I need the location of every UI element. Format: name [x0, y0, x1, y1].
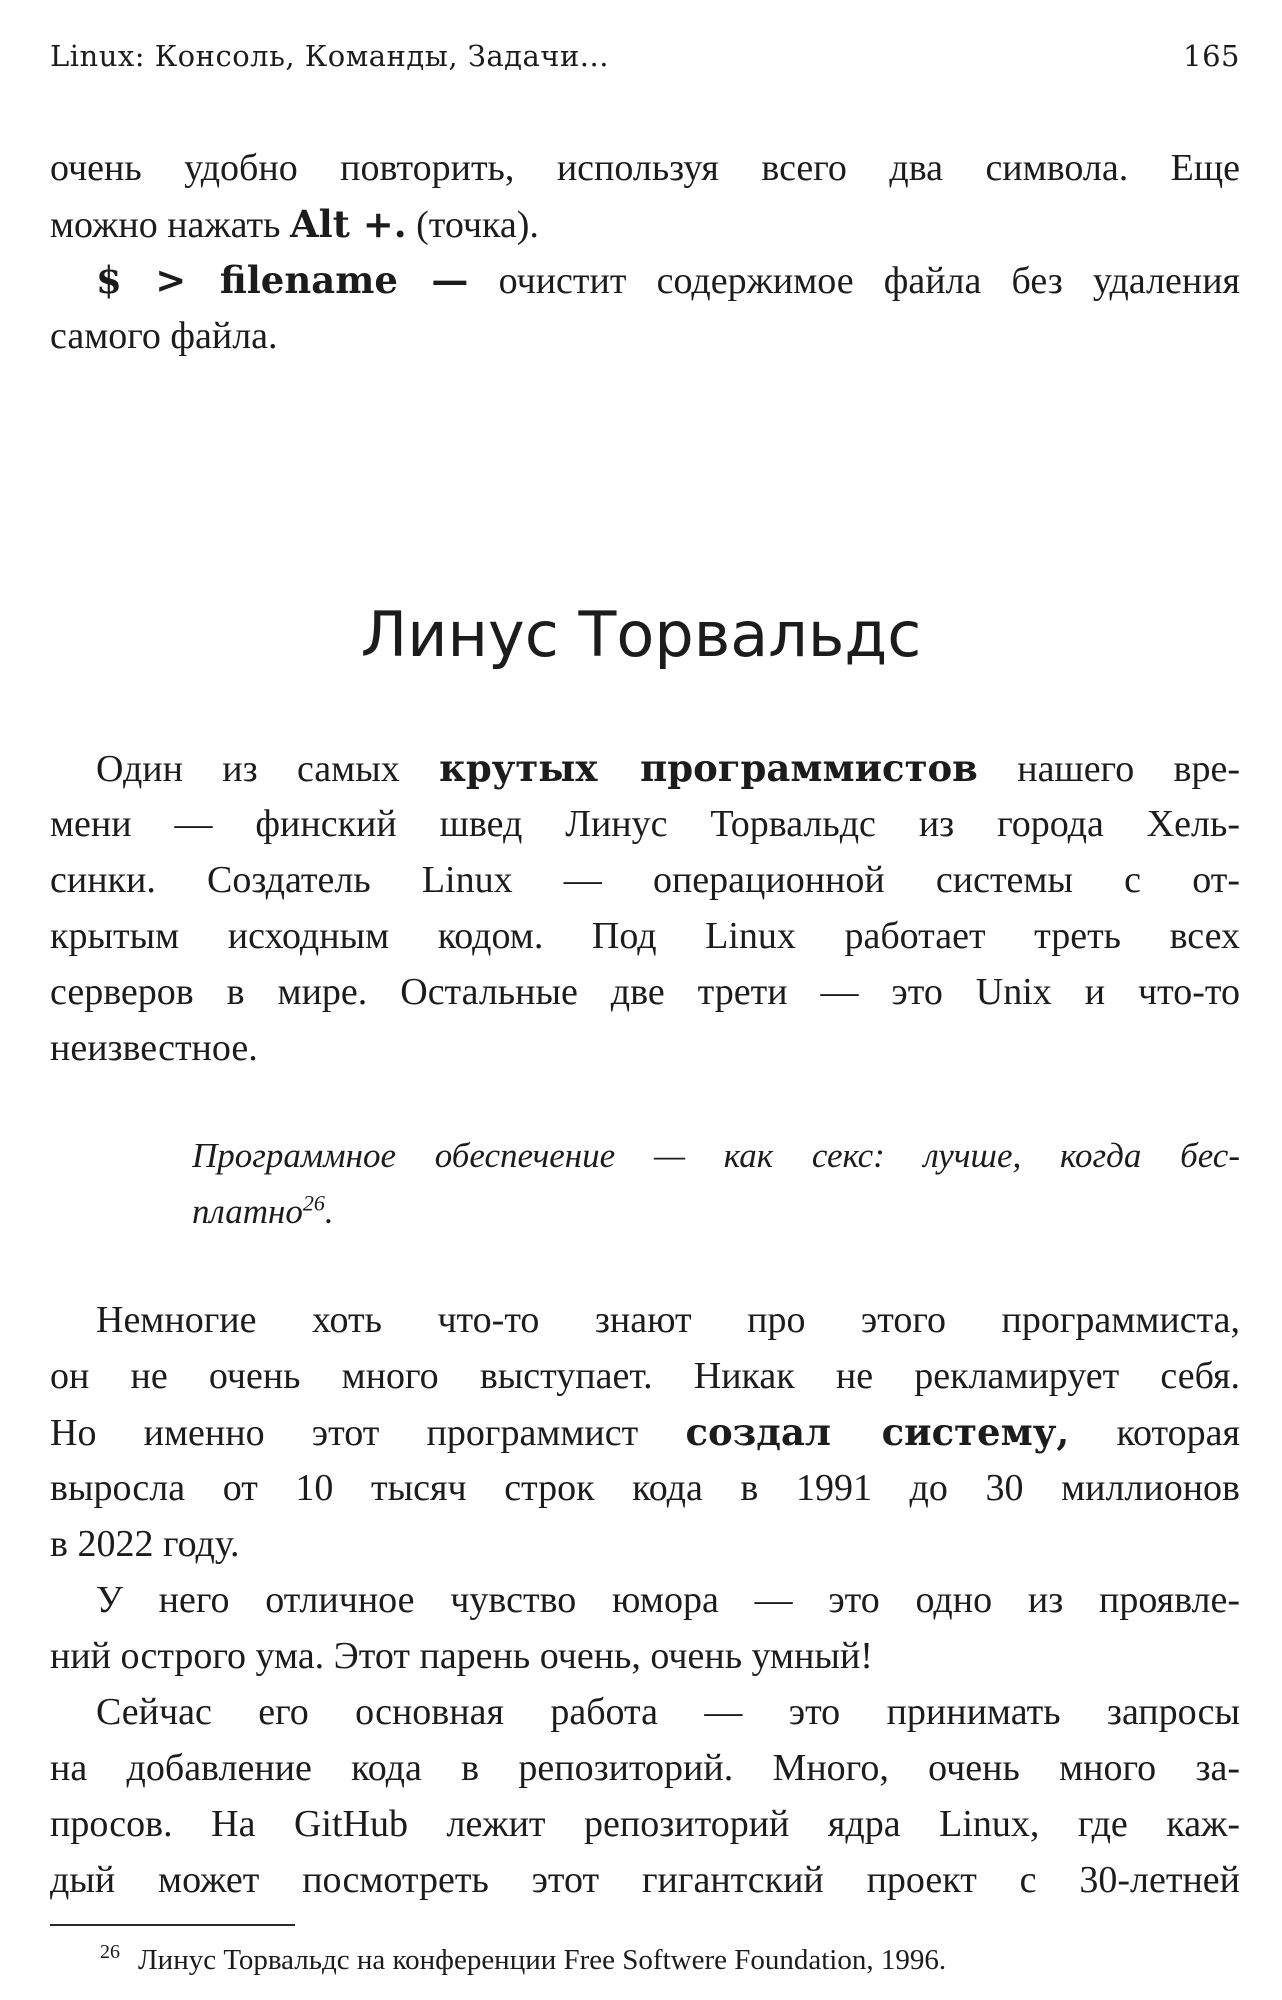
bold-phrase: создал систему,	[685, 1410, 1070, 1454]
running-head	[50, 34, 1240, 78]
page-number: 165	[1183, 39, 1240, 73]
text-run: .	[324, 1192, 334, 1231]
text-run: Но именно этот программист	[50, 1412, 686, 1454]
para3-line-2: ний острого ума. Этот парень очень, очень умный!	[50, 1635, 873, 1677]
para1-line-4: крытым исходным кодом. Под Linux работает треть всех	[50, 915, 1240, 957]
running-head-title: Linux: Консоль, Команды, Задачи...	[50, 39, 609, 73]
text-run: очистит содержимое файла без удаления	[468, 260, 1240, 302]
epigraph-line-2	[192, 1184, 1240, 1240]
epigraph-quote	[192, 1128, 1240, 1240]
text-run: платно	[192, 1192, 303, 1231]
text-run: (точка).	[406, 204, 539, 246]
intro-line-2	[50, 196, 1240, 252]
para4-line-2: на добавление кода в репозиторий. Много, очень много за-	[50, 1747, 1240, 1789]
chapter-title: Линус Торвальдс	[360, 598, 922, 671]
para1-line-3: синки. Создатель Linux — операционной системы с от-	[50, 859, 1240, 901]
para4-line-4: дый может посмотреть этот гигантский проект с 30-летней	[50, 1859, 1240, 1901]
bold-phrase: крутых программистов	[439, 746, 978, 790]
intro-line-4: самого файла.	[50, 315, 278, 357]
footnote	[100, 1940, 946, 1980]
intro-line-3	[50, 252, 1240, 308]
para1-line-6: неизвестное.	[50, 1027, 258, 1069]
para4-line-1: Сейчас его основная работа — это принимать запросы	[96, 1691, 1240, 1733]
text-run: Один из самых	[96, 748, 440, 790]
text-run: нашего вре-	[977, 748, 1240, 790]
paragraph-1	[50, 740, 1240, 1076]
alt-dot-shortcut: Alt +.	[289, 202, 407, 246]
text-run: которая	[1069, 1412, 1240, 1454]
para2-line-1: Немногие хоть что-то знают про этого программиста,	[96, 1299, 1240, 1341]
para2-line-5: в 2022 году.	[50, 1523, 240, 1565]
footnote-ref: 26	[302, 1190, 325, 1216]
para3-line-1: У него отличное чувство юмора — это одно из проявле-	[96, 1579, 1240, 1621]
filename-command: $ > filename —	[96, 258, 469, 302]
intro-text	[50, 140, 1240, 364]
footnote-text: Линус Торвальдс на конференции Free Softwere Foundation, 1996.	[138, 1944, 947, 1976]
para2-line-2: он не очень много выступает. Никак не рекламирует себя.	[50, 1355, 1240, 1397]
para1-line-2: мени — финский швед Линус Торвальдс из города Хель-	[50, 803, 1240, 845]
footnote-divider	[50, 1924, 295, 1926]
para4-line-3: просов. На GitHub лежит репозиторий ядра Linux, где каж-	[50, 1803, 1240, 1845]
paragraph-4	[50, 1684, 1240, 1908]
para1-line-5: серверов в мире. Остальные две трети — это Unix и что-то	[50, 971, 1240, 1013]
text-run: можно нажать	[50, 204, 290, 246]
intro-line-1: очень удобно повторить, используя всего два символа. Еще	[50, 147, 1240, 189]
footnote-mark: 26	[100, 1941, 120, 1964]
epigraph-line-1: Программное обеспечение — как секс: лучше, когда бес-	[192, 1136, 1240, 1175]
para1-line-1	[50, 740, 1240, 796]
para2-line-3	[50, 1404, 1240, 1460]
paragraph-3	[50, 1572, 1240, 1684]
para2-line-4: выросла от 10 тысяч строк кода в 1991 до 30 миллионов	[50, 1467, 1240, 1509]
paragraph-2	[50, 1292, 1240, 1572]
